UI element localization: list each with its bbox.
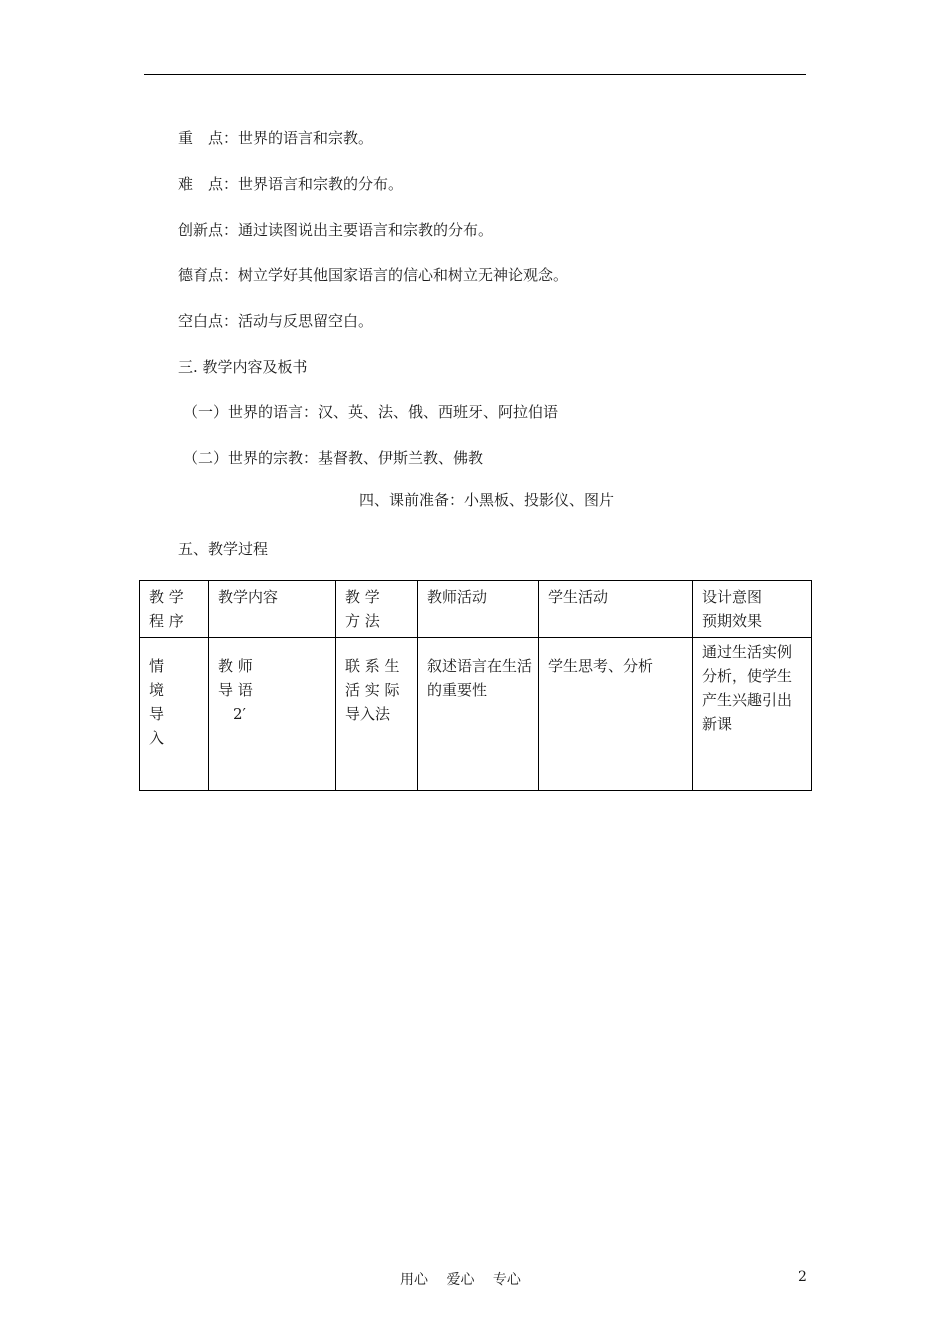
section5-title: 五、教学过程 — [178, 540, 269, 558]
header-rule — [144, 74, 806, 75]
cell-content: 教 师 导 语 2′ — [209, 638, 336, 791]
header-cell-teacher-activity: 教师活动 — [418, 581, 539, 638]
objective-key-point: 重 点：世界的语言和宗教。 — [178, 129, 374, 147]
objective-moral: 德育点：树立学好其他国家语言的信心和树立无神论观念。 — [178, 266, 569, 284]
table-row — [140, 638, 812, 791]
header-cell-content: 教学内容 — [209, 581, 336, 638]
objective-difficulty: 难 点：世界语言和宗教的分布。 — [178, 175, 404, 193]
section3-religions: （二）世界的宗教：基督教、伊斯兰教、佛教 — [183, 449, 484, 467]
teaching-process-table — [139, 580, 812, 791]
footer-motto: 用心 爱心 专心 — [400, 1272, 521, 1288]
header-cell-procedure: 教 学 程 序 — [140, 581, 209, 638]
section4-title: 四、课前准备：小黑板、投影仪、图片 — [359, 491, 615, 509]
objective-blank: 空白点：活动与反思留空白。 — [178, 312, 374, 330]
cell-design-intent: 通过生活实例分析，使学生产生兴趣引出新课 — [693, 638, 812, 791]
table-header-row — [140, 581, 812, 638]
cell-procedure: 情 境 导 入 — [140, 638, 209, 791]
cell-teacher-activity: 叙述语言在生活的重要性 — [418, 638, 539, 791]
header-cell-design-intent: 设计意图 预期效果 — [693, 581, 812, 638]
section3-languages: （一）世界的语言：汉、英、法、俄、西班牙、阿拉伯语 — [183, 403, 559, 421]
header-cell-method: 教 学 方 法 — [336, 581, 418, 638]
header-cell-student-activity: 学生活动 — [539, 581, 693, 638]
page-number: 2 — [798, 1269, 807, 1285]
cell-student-activity: 学生思考、分析 — [539, 638, 693, 791]
section3-title: 三. 教学内容及板书 — [178, 358, 308, 376]
objective-innovation: 创新点：通过读图说出主要语言和宗教的分布。 — [178, 221, 494, 239]
cell-method: 联 系 生 活 实 际 导入法 — [336, 638, 418, 791]
